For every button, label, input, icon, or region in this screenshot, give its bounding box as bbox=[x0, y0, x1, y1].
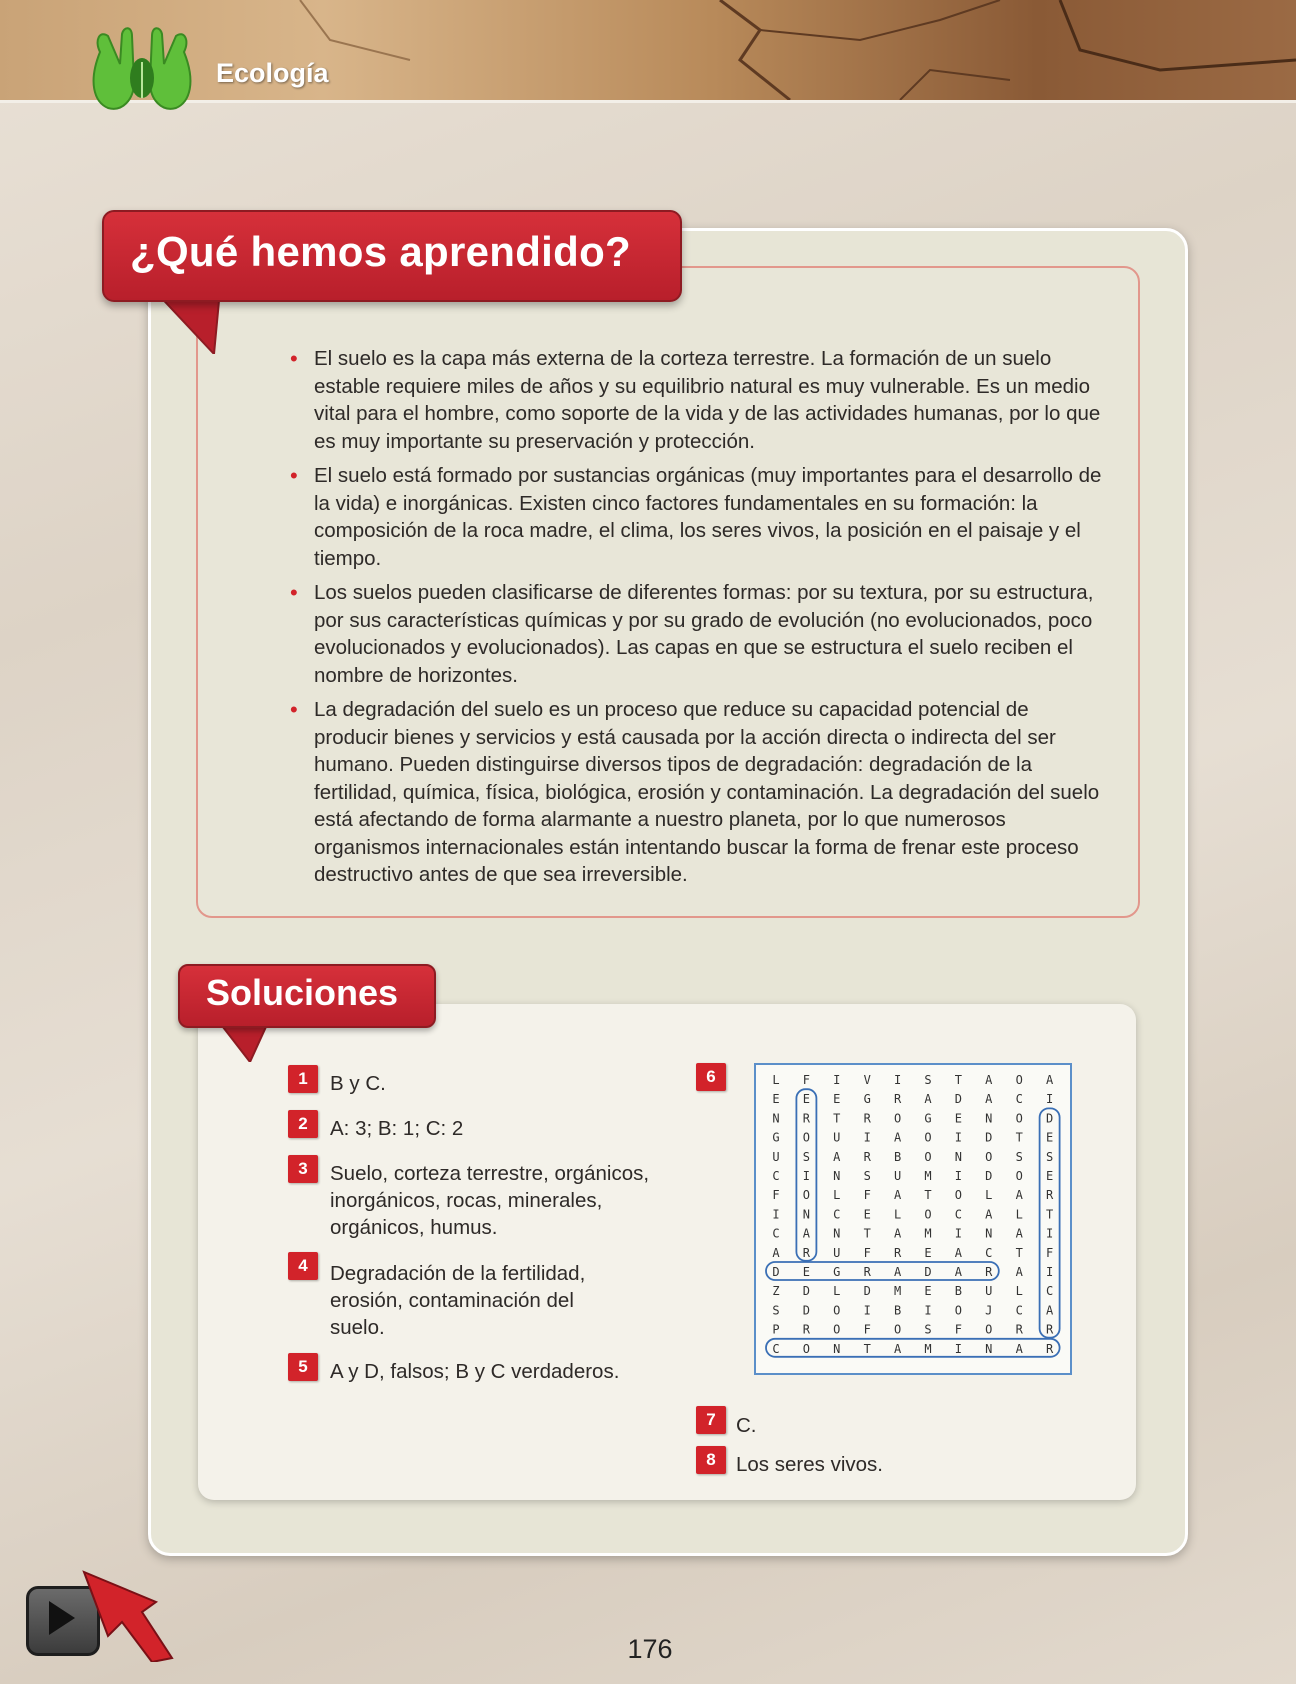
grid-letter: I bbox=[833, 1073, 841, 1087]
answer-text: C. bbox=[736, 1414, 757, 1437]
grid-letter: P bbox=[772, 1322, 780, 1337]
grid-letter: E bbox=[833, 1092, 841, 1107]
grid-letter: L bbox=[1015, 1207, 1023, 1222]
grid-letter: N bbox=[833, 1169, 841, 1183]
grid-letter: A bbox=[954, 1265, 963, 1279]
grid-letter: T bbox=[1045, 1207, 1054, 1222]
section-label: Ecología bbox=[216, 58, 329, 88]
grid-letter: D bbox=[985, 1169, 993, 1183]
grid-letter: I bbox=[954, 1226, 963, 1241]
grid-letter: C bbox=[985, 1245, 993, 1260]
grid-letter: I bbox=[1045, 1265, 1054, 1279]
grid-letter: A bbox=[893, 1188, 902, 1203]
grid-letter: F bbox=[802, 1073, 811, 1087]
grid-letter: O bbox=[924, 1149, 932, 1164]
grid-letter: N bbox=[985, 1111, 993, 1126]
grid-letter: T bbox=[1015, 1130, 1023, 1145]
grid-letter: C bbox=[1015, 1092, 1023, 1107]
grid-letter: U bbox=[833, 1245, 841, 1260]
answer-number-badge: 8 bbox=[696, 1446, 726, 1474]
grid-letter: B bbox=[893, 1303, 902, 1318]
grid-letter: N bbox=[833, 1226, 841, 1241]
grid-letter: A bbox=[772, 1245, 780, 1260]
grid-letter: O bbox=[985, 1322, 993, 1337]
grid-letter: R bbox=[863, 1111, 871, 1126]
grid-letter: E bbox=[924, 1245, 932, 1260]
grid-letter: B bbox=[954, 1284, 963, 1299]
grid-letter: A bbox=[985, 1092, 993, 1107]
grid-letter: F bbox=[863, 1188, 871, 1203]
grid-letter: T bbox=[954, 1073, 963, 1087]
summary-bullet: • El suelo es la capa más externa de la corteza terrestre. La formación de un suelo estable requiere miles de años y su equilibrio natural es muy vulnerable. Es un medio vital para el hombre, como soporte de la vida y de las actividades humanas, por lo que es muy importante su preservación y protección. bbox=[290, 345, 1102, 455]
answer-number-badge: 5 bbox=[288, 1353, 318, 1381]
grid-letter: E bbox=[802, 1092, 811, 1107]
grid-letter: F bbox=[863, 1322, 871, 1337]
grid-letter: A bbox=[924, 1092, 932, 1107]
grid-letter: I bbox=[1045, 1226, 1054, 1241]
grid-letter: E bbox=[954, 1111, 963, 1126]
grid-letter: R bbox=[893, 1092, 902, 1107]
grid-letter: S bbox=[802, 1149, 811, 1164]
page-number: 176 bbox=[627, 1634, 673, 1664]
grid-letter: R bbox=[1045, 1322, 1054, 1337]
summary-list bbox=[290, 345, 1102, 896]
summary-bullet: • La degradación del suelo es un proceso que reduce su capacidad potencial de producir bienes y servicios y está causada por la acción directa o indirecta del ser humano. Pueden distinguirse diversos tipos de degradación: degradación de la fertilidad, química, física, biológica, erosión y contaminación. La degradación del suelo está afectando de forma alarmante a nuestro planeta, por lo que numerosos organismos internacionales están intentando buscar la forma de frenar este proceso destructivo antes de que sea irreversible. bbox=[290, 696, 1102, 889]
grid-letter: A bbox=[1015, 1341, 1023, 1356]
grid-letter: O bbox=[833, 1322, 841, 1337]
grid-letter: R bbox=[1045, 1341, 1054, 1356]
grid-letter: G bbox=[833, 1265, 841, 1279]
grid-letter: E bbox=[1045, 1169, 1054, 1183]
grid-letter: L bbox=[772, 1073, 780, 1087]
answer-number-badge: 1 bbox=[288, 1065, 318, 1093]
grid-letter: C bbox=[1045, 1284, 1054, 1299]
grid-letter: D bbox=[802, 1284, 811, 1299]
grid-letter: C bbox=[954, 1207, 963, 1222]
answer-text: Suelo, corteza terrestre, orgánicos, inorgánicos, rocas, minerales, orgánicos, humus. bbox=[330, 1162, 650, 1239]
grid-letter: A bbox=[802, 1226, 811, 1241]
grid-letter: L bbox=[985, 1188, 993, 1203]
grid-letter: F bbox=[863, 1245, 871, 1260]
answer-text: Los seres vivos. bbox=[736, 1453, 883, 1476]
grid-letter: A bbox=[985, 1073, 993, 1087]
answer-number-badge: 4 bbox=[288, 1252, 318, 1280]
grid-letter: O bbox=[954, 1188, 963, 1203]
grid-letter: Z bbox=[772, 1284, 780, 1299]
grid-letter: R bbox=[802, 1322, 811, 1337]
summary-bullet: • El suelo está formado por sustancias orgánicas (muy importantes para el desarrollo de la vida) e inorgánicas. Existen cinco factores fundamentales en su formación: la composición de la roca madre, el clima, los seres vivos, la posición en el paisaje y el tiempo. bbox=[290, 462, 1102, 572]
grid-letter: L bbox=[893, 1207, 902, 1222]
grid-letter: U bbox=[985, 1284, 993, 1299]
grid-letter: I bbox=[1045, 1092, 1054, 1107]
grid-letter: A bbox=[1045, 1073, 1054, 1087]
grid-letter: G bbox=[863, 1092, 871, 1107]
grid-letter: I bbox=[893, 1073, 902, 1087]
grid-letter: C bbox=[833, 1207, 841, 1222]
grid-letter: T bbox=[863, 1341, 871, 1356]
red-arrow-flag-icon bbox=[82, 1566, 176, 1662]
grid-letter: R bbox=[863, 1149, 871, 1164]
grid-letter: L bbox=[1015, 1284, 1023, 1299]
grid-letter: M bbox=[924, 1169, 932, 1183]
grid-letter: D bbox=[802, 1303, 811, 1318]
grid-letter: E bbox=[1045, 1130, 1054, 1145]
grid-letter: I bbox=[954, 1130, 963, 1145]
grid-letter: S bbox=[924, 1073, 932, 1087]
grid-letter: D bbox=[985, 1130, 993, 1145]
grid-letter: S bbox=[772, 1303, 780, 1318]
grid-letter: D bbox=[924, 1265, 932, 1279]
summary-bullet: • Los suelos pueden clasificarse de diferentes formas: por su textura, por su estructura, por sus características químicas y por su grado de evolución (no evolucionados, poco evolucionados y evolucionados). Las capas en que se estructura el suelo reciben el nombre de horizontes. bbox=[290, 579, 1102, 689]
answer-text: Degradación de la fertilidad, erosión, contaminación del suelo. bbox=[330, 1262, 586, 1339]
grid-letter: O bbox=[802, 1130, 811, 1145]
grid-letter: R bbox=[1045, 1188, 1054, 1203]
grid-letter: M bbox=[893, 1284, 902, 1299]
grid-letter: I bbox=[802, 1169, 811, 1183]
grid-letter: C bbox=[772, 1341, 780, 1356]
grid-letter: F bbox=[1045, 1245, 1054, 1260]
grid-letter: D bbox=[1045, 1111, 1054, 1126]
answer-text: B y C. bbox=[330, 1072, 386, 1095]
solutions-title: Soluciones bbox=[206, 972, 399, 1013]
grid-letter: A bbox=[893, 1226, 902, 1241]
grid-letter: T bbox=[924, 1188, 932, 1203]
answer-text: A: 3; B: 1; C: 2 bbox=[330, 1117, 464, 1140]
grid-letter: N bbox=[985, 1226, 993, 1241]
grid-letter: U bbox=[772, 1149, 780, 1164]
summary-title: ¿Qué hemos aprendido? bbox=[130, 228, 632, 275]
grid-letter: T bbox=[863, 1226, 871, 1241]
grid-letter: A bbox=[893, 1130, 902, 1145]
grid-letter: O bbox=[893, 1322, 902, 1337]
grid-letter: A bbox=[1015, 1226, 1023, 1241]
grid-letter: D bbox=[772, 1265, 780, 1279]
grid-letter: V bbox=[863, 1073, 871, 1087]
answer-number-badge: 3 bbox=[288, 1155, 318, 1183]
grid-letter: S bbox=[863, 1169, 871, 1183]
grid-letter: I bbox=[954, 1169, 963, 1183]
grid-letter: D bbox=[863, 1284, 871, 1299]
grid-letter: A bbox=[893, 1265, 902, 1279]
grid-letter: O bbox=[893, 1111, 902, 1126]
grid-letter: T bbox=[1015, 1245, 1023, 1260]
grid-letter: R bbox=[802, 1245, 811, 1260]
grid-letter: I bbox=[772, 1207, 780, 1222]
grid-letter: O bbox=[924, 1130, 932, 1145]
grid-letter: O bbox=[1015, 1073, 1023, 1087]
grid-letter: O bbox=[802, 1188, 811, 1203]
grid-letter: E bbox=[924, 1284, 932, 1299]
grid-letter: A bbox=[1045, 1303, 1054, 1318]
grid-letter: E bbox=[772, 1092, 780, 1107]
grid-letter: B bbox=[893, 1149, 902, 1164]
grid-letter: C bbox=[772, 1226, 780, 1241]
grid-letter: J bbox=[985, 1303, 993, 1318]
grid-letter: R bbox=[802, 1111, 811, 1126]
answer-number-badge: 6 bbox=[696, 1063, 726, 1091]
word-highlight-horizontal bbox=[766, 1262, 999, 1280]
grid-letter: N bbox=[954, 1149, 963, 1164]
grid-letter: A bbox=[893, 1341, 902, 1356]
grid-letter: A bbox=[1015, 1188, 1023, 1203]
grid-letter: R bbox=[985, 1265, 993, 1279]
grid-letter: F bbox=[772, 1188, 780, 1203]
answer-number-badge: 2 bbox=[288, 1110, 318, 1138]
grid-letter: I bbox=[954, 1341, 963, 1356]
word-search-grid bbox=[754, 1063, 1072, 1375]
grid-letter: O bbox=[833, 1303, 841, 1318]
grid-letter: I bbox=[863, 1130, 871, 1145]
grid-letter: O bbox=[924, 1207, 932, 1222]
grid-letter: N bbox=[802, 1207, 811, 1222]
grid-letter: A bbox=[1015, 1265, 1023, 1279]
grid-letter: C bbox=[1015, 1303, 1023, 1318]
grid-letter: R bbox=[1015, 1322, 1023, 1337]
grid-letter: U bbox=[833, 1130, 841, 1145]
grid-letter: T bbox=[833, 1111, 841, 1126]
grid-letter: S bbox=[1015, 1149, 1023, 1164]
grid-letter: R bbox=[893, 1245, 902, 1260]
grid-letter: U bbox=[893, 1169, 902, 1183]
grid-letter: E bbox=[802, 1265, 811, 1279]
grid-letter: O bbox=[802, 1341, 811, 1356]
grid-letter: R bbox=[863, 1265, 871, 1279]
grid-letter: M bbox=[924, 1341, 932, 1356]
grid-letter: N bbox=[985, 1341, 993, 1356]
grid-letter: E bbox=[863, 1207, 871, 1222]
grid-letter: D bbox=[954, 1092, 963, 1107]
grid-letter: O bbox=[1015, 1169, 1023, 1183]
grid-letter: M bbox=[924, 1226, 932, 1241]
grid-letter: O bbox=[985, 1149, 993, 1164]
grid-letter: N bbox=[833, 1341, 841, 1356]
grid-letter: I bbox=[863, 1303, 871, 1318]
grid-letter: I bbox=[924, 1303, 932, 1318]
grid-letter: O bbox=[954, 1303, 963, 1318]
grid-letter: G bbox=[772, 1130, 780, 1145]
answer-text: A y D, falsos; B y C verdaderos. bbox=[330, 1360, 620, 1383]
grid-letter: C bbox=[772, 1169, 780, 1183]
grid-letter: S bbox=[924, 1322, 932, 1337]
ecology-hands-leaf-icon bbox=[82, 22, 202, 118]
grid-letter: O bbox=[1015, 1111, 1023, 1126]
grid-letter: A bbox=[833, 1149, 841, 1164]
grid-letter: N bbox=[772, 1111, 780, 1126]
grid-letter: L bbox=[833, 1188, 841, 1203]
grid-letter: L bbox=[833, 1284, 841, 1299]
answer-number-badge: 7 bbox=[696, 1406, 726, 1434]
grid-letter: G bbox=[924, 1111, 932, 1126]
grid-letter: F bbox=[954, 1322, 963, 1337]
word-search-svg bbox=[756, 1065, 1070, 1373]
grid-letter: A bbox=[954, 1245, 963, 1260]
grid-letter: A bbox=[985, 1207, 993, 1222]
grid-letter: S bbox=[1045, 1149, 1054, 1164]
